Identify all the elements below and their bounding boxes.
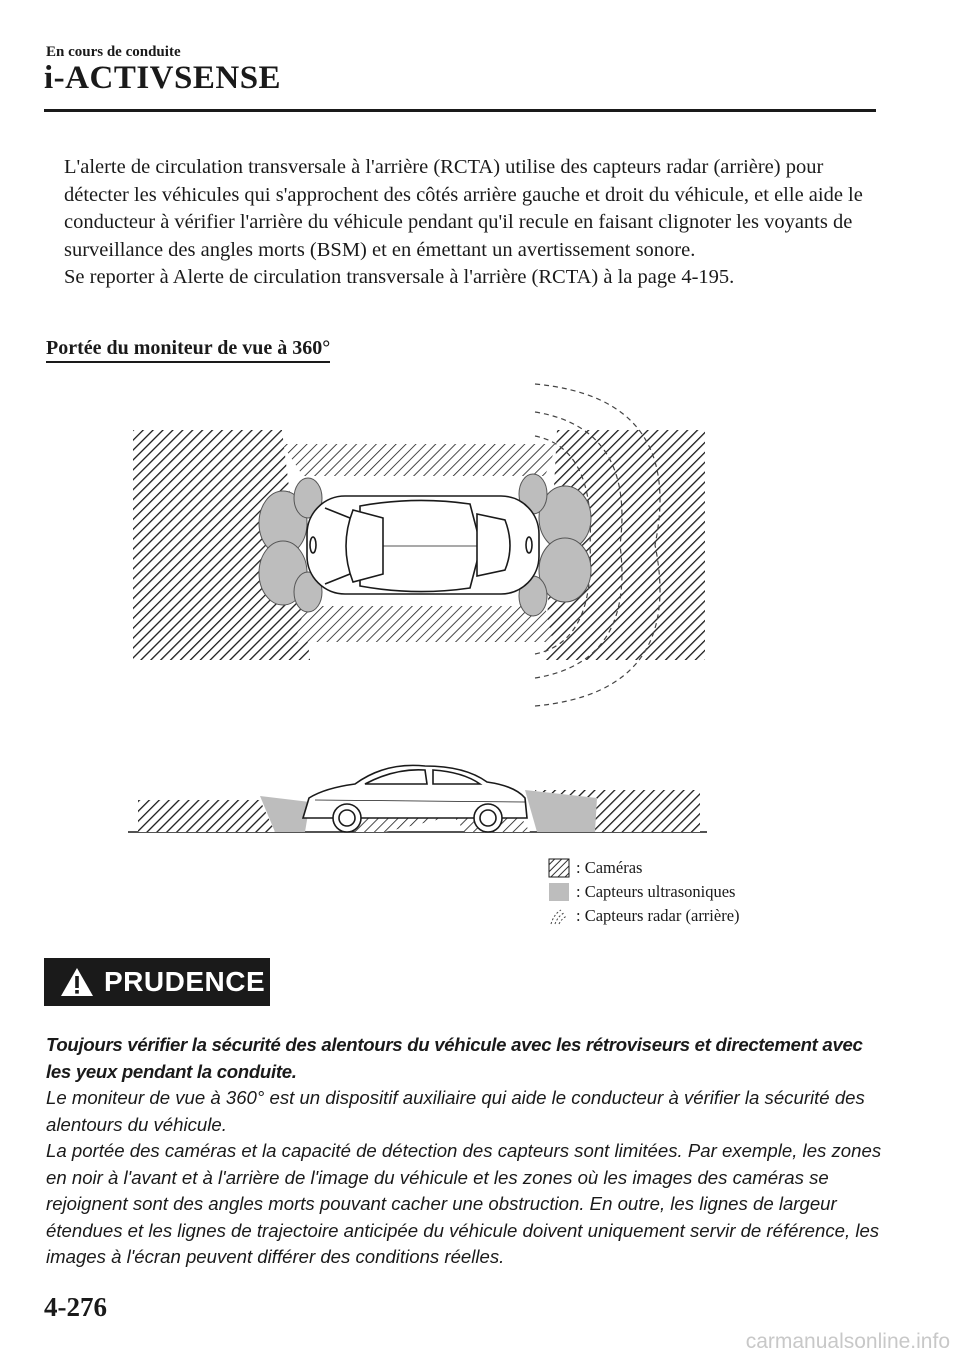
chapter-title: i-ACTIVSENSE	[44, 60, 282, 96]
warning-icon	[60, 967, 94, 997]
legend-ultrasonic-label: : Capteurs ultrasoniques	[576, 882, 736, 901]
legend-cameras-label: : Caméras	[576, 858, 643, 877]
header-rule	[44, 109, 876, 112]
side-view	[128, 765, 707, 832]
caution-badge	[44, 958, 270, 1006]
hatch-swatch-icon	[548, 858, 570, 878]
camera-zone-left-side	[282, 444, 557, 476]
legend-ultrasonic	[548, 880, 740, 904]
legend	[548, 856, 740, 928]
radar-swatch-icon	[548, 906, 570, 926]
side-camera-zone-front	[138, 800, 275, 832]
monitor-range-diagram	[125, 378, 715, 840]
caution-text-2: La portée des caméras et la capacité de détection des capteurs sont limitées. Par exemple, les zones en noir à l'avant et à l'arrière de l'image du véhicule et les zones où les images des caméras se rejoignent sont des angles morts pouvant cacher une obstruction. En outre, les lignes de largeur étendues et les lignes de trajectoire anticipée du véhicule doivent uniquement servir de référence, les images à l'écran peuvent différer des conditions réelles.	[46, 1140, 882, 1267]
caution-text-1: Le moniteur de vue à 360° est un dispositif auxiliaire qui aide le conducteur à vérifier la sécurité des alentours du véhicule.	[46, 1087, 865, 1135]
intro-paragraph: L'alerte de circulation transversale à l'arrière (RCTA) utilise des capteurs radar (arrière) pour détecter les véhicules qui s'approchent des côtés arrière gauche et droit du véhicule, et elle aide le conducteur à vérifier l'arrière du véhicule pendant qu'il recule en faisant clignoter les voyants de surveillance des angles morts (BSM) et en émettant un avertissement sonore.	[64, 156, 863, 261]
gray-swatch-icon	[548, 882, 570, 902]
caution-bold-text: Toujours vérifier la sécurité des alentours du véhicule avec les rétroviseurs et directement avec les yeux pendant la conduite.	[46, 1034, 863, 1082]
car-top-view	[307, 496, 539, 594]
sub-heading: Portée du moniteur de vue à 360°	[46, 337, 330, 363]
caution-text	[46, 1032, 886, 1271]
watermark: carmanualsonline.info	[745, 1330, 950, 1353]
legend-cameras	[548, 856, 740, 880]
top-view	[133, 384, 705, 706]
page-number: 4-276	[44, 1292, 107, 1322]
intro-block	[64, 154, 884, 292]
camera-zone-right-side	[295, 606, 553, 642]
caution-label: PRUDENCE	[104, 966, 266, 997]
legend-radar	[548, 904, 740, 928]
legend-radar-label: : Capteurs radar (arrière)	[576, 906, 740, 925]
section-label: En cours de conduite	[46, 44, 181, 60]
intro-reference: Se reporter à Alerte de circulation transversale à l'arrière (RCTA) à la page 4-195.	[64, 266, 735, 288]
